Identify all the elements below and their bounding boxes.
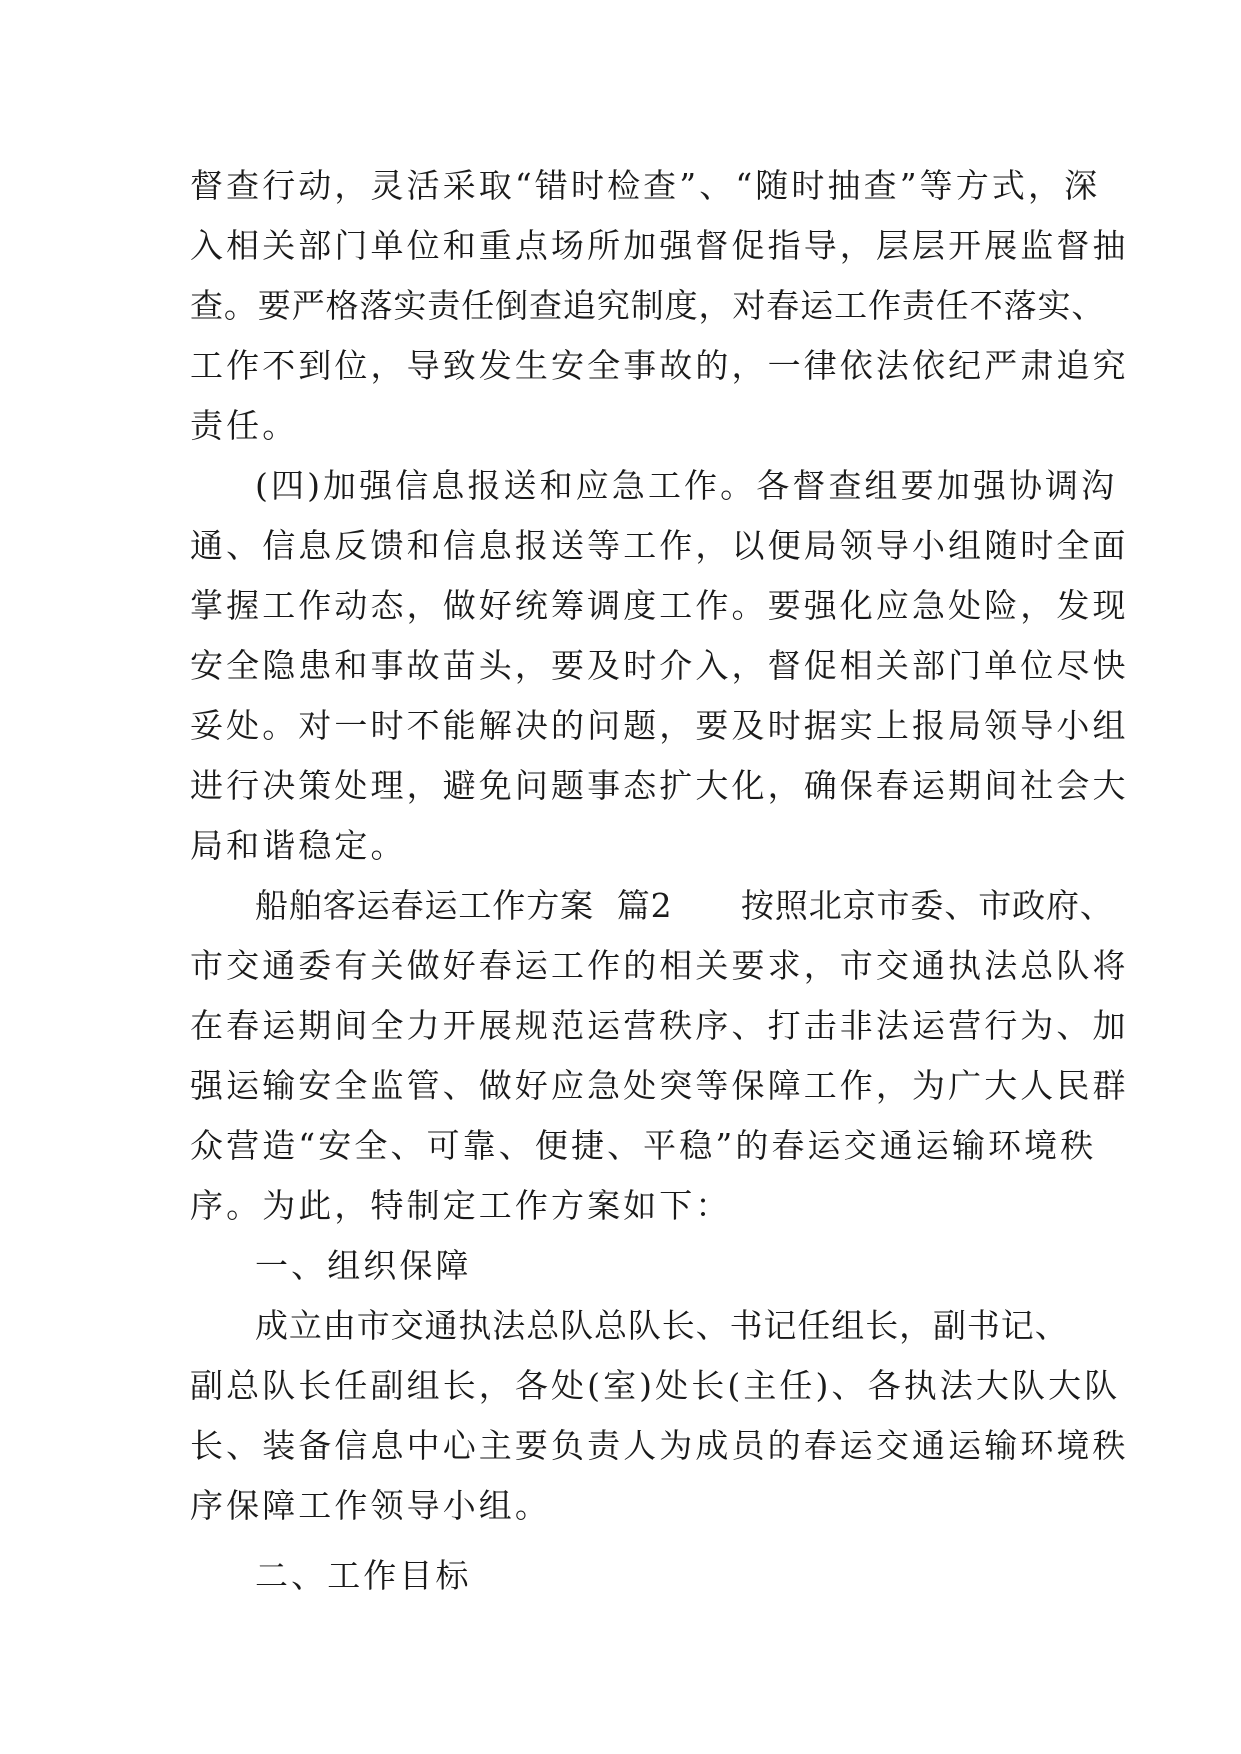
paragraph-line: 强运输安全监管、做好应急处突等保障工作，为广大人民群 — [190, 1066, 1129, 1105]
section-heading-1: 一、组织保障 — [255, 1246, 472, 1285]
article-title-line: 船舶客运春运工作方案 篇2 按照北京市委、市政府、 — [255, 886, 1114, 925]
paragraph-line: 序。为此，特制定工作方案如下： — [190, 1186, 732, 1225]
paragraph-line: 市交通委有关做好春运工作的相关要求，市交通执法总队将 — [190, 946, 1129, 985]
section-heading-2: 二、工作目标 — [255, 1556, 472, 1595]
paragraph-line: 进行决策处理，避免问题事态扩大化，确保春运期间社会大 — [190, 766, 1129, 805]
paragraph-line: 督查行动，灵活采取“错时检查”、“随时抽查”等方式，深 — [190, 166, 1101, 205]
paragraph-line: 妥处。对一时不能解决的问题，要及时据实上报局领导小组 — [190, 706, 1129, 745]
paragraph-line: 安全隐患和事故苗头，要及时介入，督促相关部门单位尽快 — [190, 646, 1129, 685]
paragraph-line: 副总队长任副组长，各处(室)处长(主任)、各执法大队大队 — [190, 1366, 1121, 1405]
paragraph-line: 入相关部门单位和重点场所加强督促指导，层层开展监督抽 — [190, 226, 1129, 265]
paragraph-line: 局和谐稳定。 — [190, 826, 407, 865]
paragraph-line: 通、信息反馈和信息报送等工作，以便局领导小组随时全面 — [190, 526, 1129, 565]
paragraph-line: 在春运期间全力开展规范运营秩序、打击非法运营行为、加 — [190, 1006, 1129, 1045]
paragraph-line: 掌握工作动态，做好统筹调度工作。要强化应急处险，发现 — [190, 586, 1129, 625]
paragraph-line: 序保障工作领导小组。 — [190, 1486, 551, 1525]
paragraph-line: 查。要严格落实责任倒查追究制度，对春运工作责任不落实、 — [190, 286, 1106, 325]
paragraph-line: 众营造“安全、可靠、便捷、平稳”的春运交通运输环境秩 — [190, 1126, 1097, 1165]
paragraph-line: 工作不到位，导致发生安全事故的，一律依法依纪严肃追究 — [190, 346, 1129, 385]
paragraph-line: 长、装备信息中心主要负责人为成员的春运交通运输环境秩 — [190, 1426, 1129, 1465]
paragraph-line: 责任。 — [190, 406, 299, 445]
paragraph-line: 成立由市交通执法总队总队长、书记任组长，副书记、 — [255, 1306, 1069, 1345]
section-heading-4: (四)加强信息报送和应急工作。各督查组要加强协调沟 — [255, 466, 1118, 505]
